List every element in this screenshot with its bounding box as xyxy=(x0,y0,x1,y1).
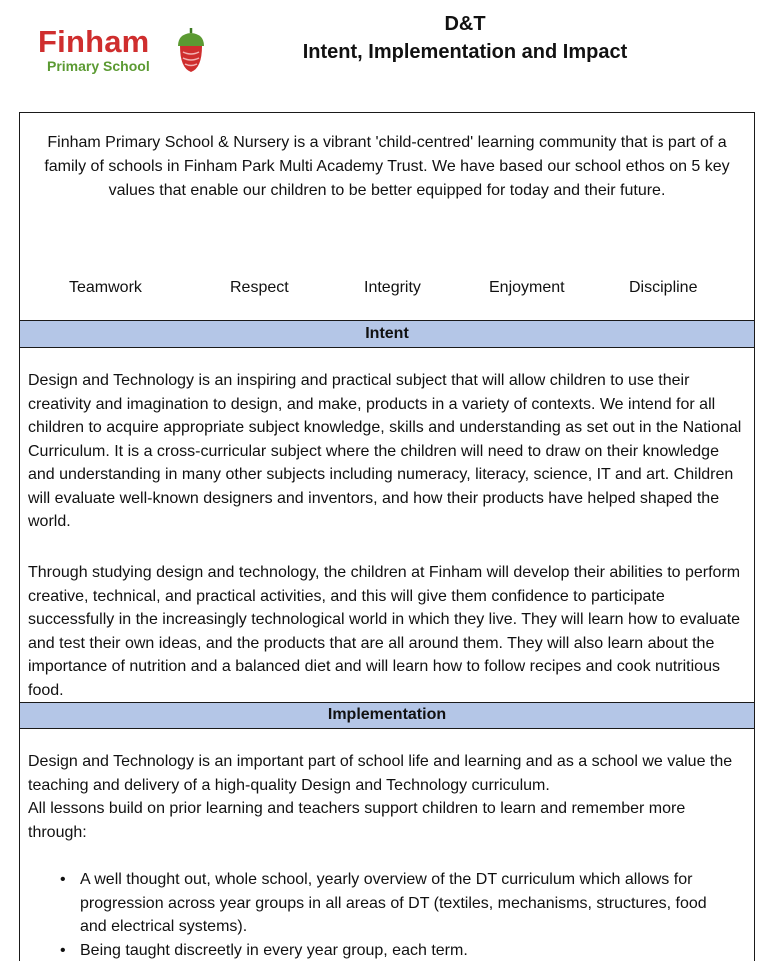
implementation-intro-1: Design and Technology is an important part of school life and learning and as a school we value the teaching and delivery of a high-quality Design and Technology curriculum. xyxy=(28,750,746,797)
document-body xyxy=(19,112,755,961)
list-item-text: Being taught discreetly in every year group, each term. xyxy=(80,939,734,962)
value-respect: Respect xyxy=(230,276,289,300)
intent-heading: Intent xyxy=(20,320,754,348)
logo-subtitle: Primary School xyxy=(47,58,150,74)
bullet-dot: • xyxy=(60,939,66,962)
values-row xyxy=(20,276,754,300)
list-item xyxy=(20,868,754,939)
title-subject: D&T xyxy=(240,10,690,38)
title-main: Intent, Implementation and Impact xyxy=(240,38,690,66)
ethos-statement: Finham Primary School & Nursery is a vibrant 'child-centred' learning community that is part of a family of schools in Finham Park Multi Academy Trust. We have based our school ethos on 5 key values that enable our children to be better equipped for today and their future. xyxy=(20,131,754,203)
value-integrity: Integrity xyxy=(364,276,421,300)
list-item xyxy=(20,939,754,962)
school-logo xyxy=(38,24,238,76)
value-teamwork: Teamwork xyxy=(69,276,142,300)
document-title xyxy=(240,10,690,66)
implementation-heading: Implementation xyxy=(20,702,754,729)
list-item-text: A well thought out, whole school, yearly overview of the DT curriculum which allows for progression across year groups in all areas of DT (textiles, mechanisms, structures, food and electrical systems). xyxy=(80,868,734,939)
acorn-icon xyxy=(174,26,208,74)
implementation-list xyxy=(20,868,754,962)
value-discipline: Discipline xyxy=(629,276,697,300)
value-enjoyment: Enjoyment xyxy=(489,276,565,300)
logo-wordmark: Finham xyxy=(38,24,149,60)
bullet-dot: • xyxy=(60,868,66,892)
intent-paragraph-2: Through studying design and technology, the children at Finham will develop their abilities to perform creative, technical, and practical activities, and this will give them confidence to participate successfully in the increasingly technological world in which they live. They will learn how to evaluate and test their own ideas, and the products that are all around them. They will also learn about the importance of nutrition and a balanced diet and will learn how to follow recipes and cook nutritious food. xyxy=(28,561,746,702)
implementation-intro-2: All lessons build on prior learning and teachers support children to learn and remember more through: xyxy=(28,797,746,844)
intent-paragraph-1: Design and Technology is an inspiring and practical subject that will allow children to use their creativity and imagination to design, and make, products in a variety of contexts. We intend for all children to acquire appropriate subject knowledge, skills and understanding as set out in the National Curriculum. It is a cross-curricular subject where the children will need to draw on their knowledge and understanding in many other subjects including numeracy, literacy, science, IT and art. Children will evaluate well-known designers and inventors, and how their products have helped shaped the world. xyxy=(28,369,746,534)
